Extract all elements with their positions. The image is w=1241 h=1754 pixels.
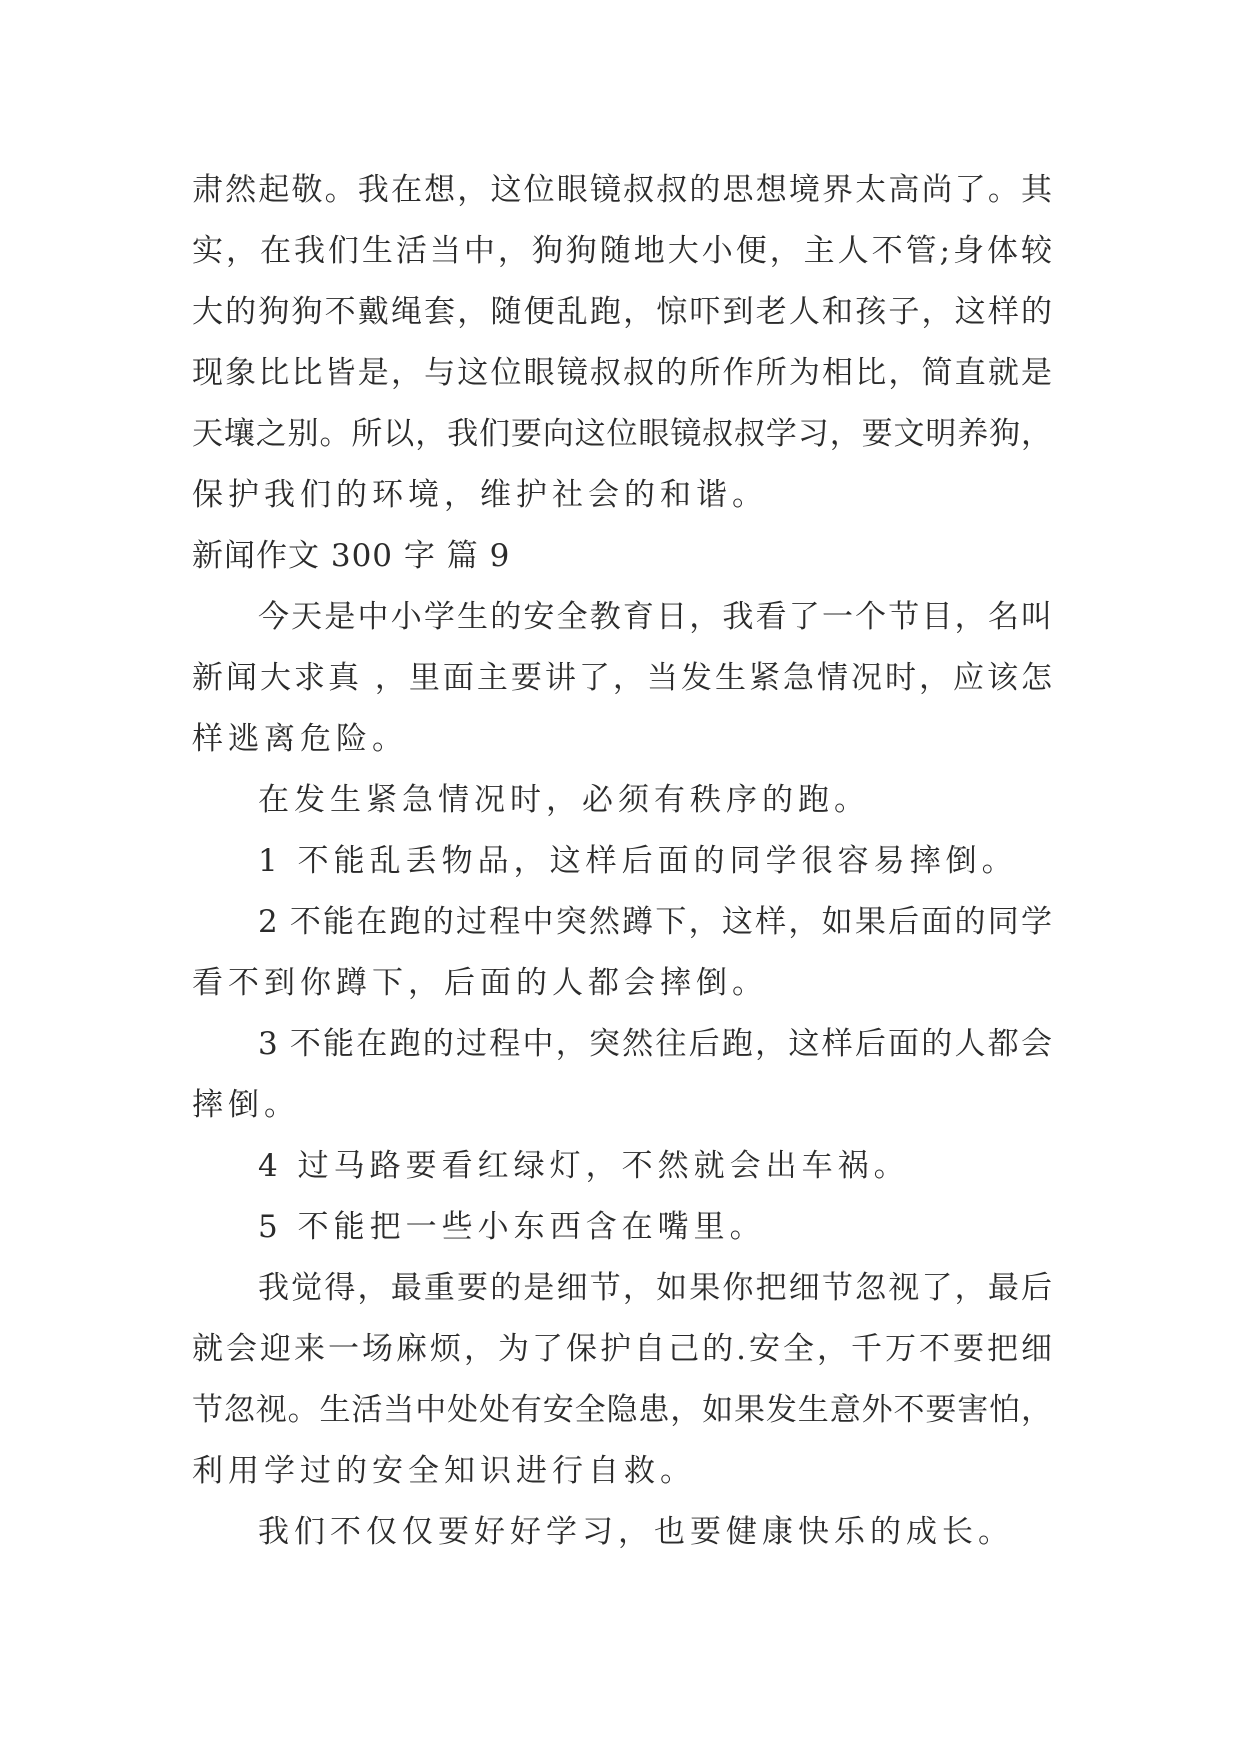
text-line: 保护我们的环境，维护社会的和谐。 <box>192 477 768 513</box>
list-item: 3 不能在跑的过程中，突然往后跑，这样后面的人都会 <box>258 1026 1052 1062</box>
text-line: 大的狗狗不戴绳套，随便乱跑，惊吓到老人和孩子，这样的 <box>192 294 1052 330</box>
section-heading: 新闻作文 300 字 篇 9 <box>192 538 511 574</box>
text-line: 肃然起敬。我在想，这位眼镜叔叔的思想境界太高尚了。其 <box>192 172 1052 208</box>
text-line: 样逃离危险。 <box>192 721 408 757</box>
list-item: 5 不能把一些小东西含在嘴里。 <box>258 1209 766 1245</box>
list-item: 2 不能在跑的过程中突然蹲下，这样，如果后面的同学 <box>258 904 1052 940</box>
text-line: 就会迎来一场麻烦，为了保护自己的.安全，千万不要把细 <box>192 1331 1052 1367</box>
text-line: 天壤之别。所以，我们要向这位眼镜叔叔学习，要文明养狗， <box>192 416 1052 452</box>
text-line: 利用学过的安全知识进行自救。 <box>192 1453 696 1489</box>
text-line: 今天是中小学生的安全教育日，我看了一个节目，名叫 <box>258 599 1052 635</box>
document-page <box>192 160 1052 1563</box>
text-line: 新闻大求真 ，里面主要讲了，当发生紧急情况时，应该怎 <box>192 660 1052 696</box>
list-item: 1 不能乱丢物品，这样后面的同学很容易摔倒。 <box>258 843 1018 879</box>
text-line: 现象比比皆是，与这位眼镜叔叔的所作所为相比，简直就是 <box>192 355 1052 391</box>
text-line: 摔倒。 <box>192 1087 300 1123</box>
text-line: 在发生紧急情况时，必须有秩序的跑。 <box>258 782 870 818</box>
text-line: 我们不仅仅要好好学习，也要健康快乐的成长。 <box>258 1514 1014 1550</box>
text-line: 实，在我们生活当中，狗狗随地大小便，主人不管;身体较 <box>192 233 1052 269</box>
text-line: 我觉得，最重要的是细节，如果你把细节忽视了，最后 <box>258 1270 1052 1306</box>
text-line: 节忽视。生活当中处处有安全隐患，如果发生意外不要害怕， <box>192 1392 1052 1428</box>
list-item: 4 过马路要看红绿灯，不然就会出车祸。 <box>258 1148 910 1184</box>
text-line: 看不到你蹲下，后面的人都会摔倒。 <box>192 965 768 1001</box>
